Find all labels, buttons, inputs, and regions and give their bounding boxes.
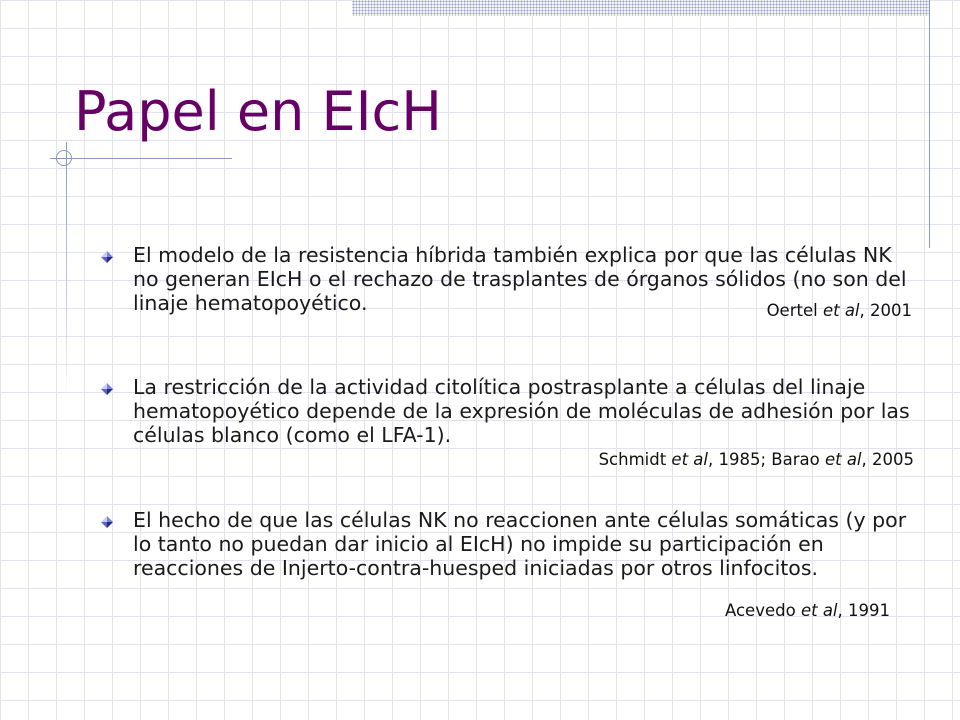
bullet-text-3: El hecho de que las células NK no reaccionen ante células somáticas (y por lo tanto no puedan dar inicio al EIcH) no impide su participación en reacciones de Injerto-contra-huesped iniciadas por otros linfocitos.	[133, 508, 907, 580]
citation-2	[599, 450, 914, 470]
citation-et-al: et al	[822, 301, 860, 320]
diamond-bullet-icon	[101, 383, 113, 395]
citation-year: , 2001	[859, 301, 912, 320]
bullet-text-1: El modelo de la resistencia híbrida también explica por que las células NK no generan EIcH o el rechazo de trasplantes de órganos sólidos (no son del linaje hematopoyético.	[133, 243, 907, 315]
citation-et-al: et al	[800, 601, 838, 620]
citation-et-al-2: et al	[824, 450, 862, 469]
decorative-horizontal-line	[50, 158, 232, 159]
bullet-item-2	[101, 375, 919, 447]
citation-3	[725, 601, 890, 621]
citation-author-1: Schmidt	[598, 450, 667, 469]
citation-year-1: , 1985;	[707, 450, 772, 469]
citation-author: Acevedo	[724, 601, 796, 620]
citation-year-2: , 2005	[861, 450, 914, 469]
citation-author: Oertel	[766, 301, 818, 320]
diamond-bullet-icon	[101, 251, 113, 263]
slide-title: Papel en EIcH	[74, 80, 442, 143]
diamond-bullet-icon	[101, 516, 113, 528]
decorative-left-vertical-line	[66, 142, 67, 402]
citation-1	[767, 301, 912, 321]
citation-year: , 1991	[837, 601, 890, 620]
decorative-dotted-band	[352, 0, 930, 16]
citation-et-al-1: et al	[671, 450, 708, 469]
citation-author-2: Barao	[771, 450, 820, 469]
bullet-item-3	[101, 508, 919, 580]
bullet-text-2: La restricción de la actividad citolítica postrasplante a células del linaje hematopoyético depende de la expresión de moléculas de adhesión por las células blanco (como el LFA-1).	[133, 375, 910, 447]
decorative-vertical-line	[929, 0, 930, 248]
decorative-circle	[56, 150, 72, 166]
